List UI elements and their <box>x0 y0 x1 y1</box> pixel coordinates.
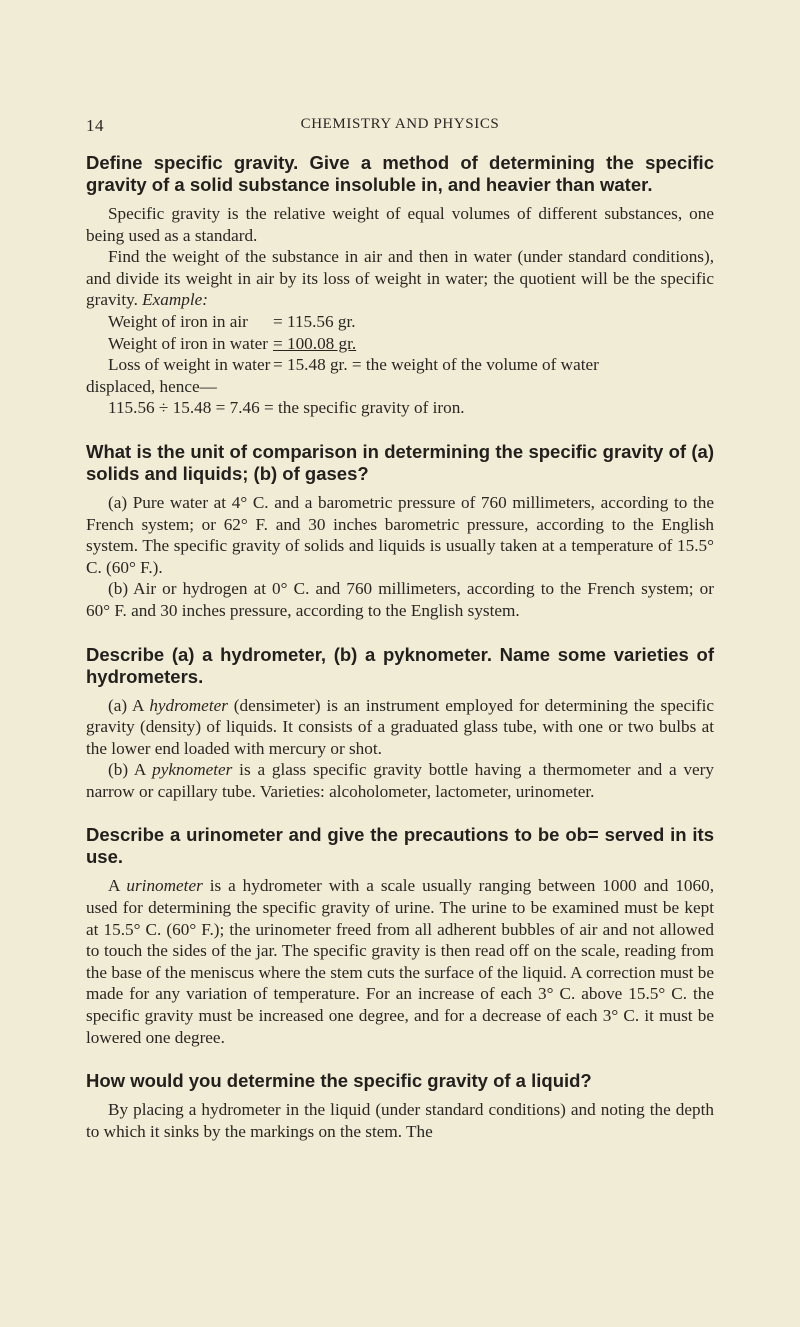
term-pyknometer: pyknometer <box>152 760 233 780</box>
calc-result: 115.56 ÷ 15.48 = 7.46 = the specific gravity of iron. <box>108 398 465 418</box>
calc-row-water <box>86 333 714 355</box>
section-unit-of-comparison <box>86 441 714 622</box>
answer-paragraph: By placing a hydrometer in the liquid (under standard conditions) and noting the depth to which it sinks by the markings on the stem. The <box>86 1100 714 1141</box>
calc-value: = 100.08 gr. <box>273 333 357 353</box>
section-specific-gravity-definition <box>86 152 714 419</box>
paragraph-text: Find the weight of the substance in air and then in water (under standard conditions), and divide its weight in air by its loss of weight in water; the quotient will be the specific gravity. <box>86 247 714 310</box>
question-heading: How would you determine the specific gravity of a liquid? <box>86 1070 592 1092</box>
section-urinometer <box>86 824 714 1048</box>
answer-paragraph <box>86 875 714 1048</box>
calc-row-loss <box>86 354 714 376</box>
section-liquid-specific-gravity <box>86 1070 714 1142</box>
answer-paragraph: (a) Pure water at 4° C. and a barometric pressure of 760 millimeters, according to the French system; or 62° F. and 30 inches barometric pressure, according to the English system. The specific gravity of solids and liquids is usually taken at a temperature of 15.5° C. (60° F.). <box>86 492 714 577</box>
answer-paragraph <box>86 759 714 802</box>
paragraph-text: (b) A <box>108 760 153 780</box>
term-urinometer: urinometer <box>126 876 203 896</box>
paragraph-text: (a) A <box>108 695 150 715</box>
question-heading: Define specific gravity. Give a method of determining the specific gravity of a solid substance insoluble in, and heavier than water. <box>86 152 714 195</box>
question-heading: Describe (a) a hydrometer, (b) a pyknometer. Name some varieties of hydrometers. <box>86 643 714 687</box>
calc-row-air <box>86 311 714 333</box>
calc-label: Weight of iron in water <box>108 333 268 353</box>
calc-label: Weight of iron in air <box>108 311 248 331</box>
question-heading: Describe a urinometer and give the precautions to be ob= served in its use. <box>86 824 714 868</box>
calc-value: = 15.48 gr. = the weight of the volume of water <box>273 355 599 375</box>
paragraph-text: is a hydrometer with a scale usually ranging between 1000 and 1060, used for determining the specific gravity of urine. The urine to be examined must be kept at 15.5° C. (60° F.); the urinometer freed from all adherent bubbles of air and not allowed to touch the sides of the jar. The specific gravity is then read off on the scale, reading from the base of the meniscus where the stem cuts the surface of the liquid. A correction must be made for any variation of temperature. For an increase of each 3° C. above 15.5° C. the specific gravity must be increased one degree, and for a decrease of each 3° C. it must be lowered one degree. <box>86 876 714 1047</box>
page-number: 14 <box>86 116 104 135</box>
example-label: Example: <box>142 290 209 310</box>
question-heading: What is the unit of comparison in determining the specific gravity of (a) solids and liquids; (b) of gases? <box>86 440 714 484</box>
section-hydrometer-pyknometer <box>86 644 714 803</box>
calc-continuation: displaced, hence— <box>86 376 217 396</box>
page-content <box>86 152 714 1164</box>
answer-paragraph <box>86 695 714 760</box>
paragraph-text: A <box>108 876 127 896</box>
calc-value: = 115.56 gr. <box>273 311 356 331</box>
term-hydrometer: hydrometer <box>149 695 228 715</box>
answer-paragraph: Specific gravity is the relative weight of equal volumes of different substances, one being used as a standard. <box>86 204 714 245</box>
paragraph-text: is a glass specific gravity bottle having a thermometer and a very narrow or capillary tube. Varieties: alcoholometer, lactometer, urinometer. <box>86 760 714 801</box>
paragraph-text: (densimeter) is an instrument employed for determining the specific gravity (density) of liquids. It consists of a graduated glass tube, with one or two bulbs at the lower end loaded with mercury or shot. <box>86 695 714 758</box>
calc-label: Loss of weight in water <box>108 355 271 375</box>
running-head <box>86 116 714 138</box>
answer-paragraph: (b) Air or hydrogen at 0° C. and 760 millimeters, according to the French system; or 60° F. and 30 inches pressure, according to the English system. <box>86 579 714 620</box>
running-title: CHEMISTRY AND PHYSICS <box>300 116 500 132</box>
answer-paragraph <box>86 246 714 311</box>
